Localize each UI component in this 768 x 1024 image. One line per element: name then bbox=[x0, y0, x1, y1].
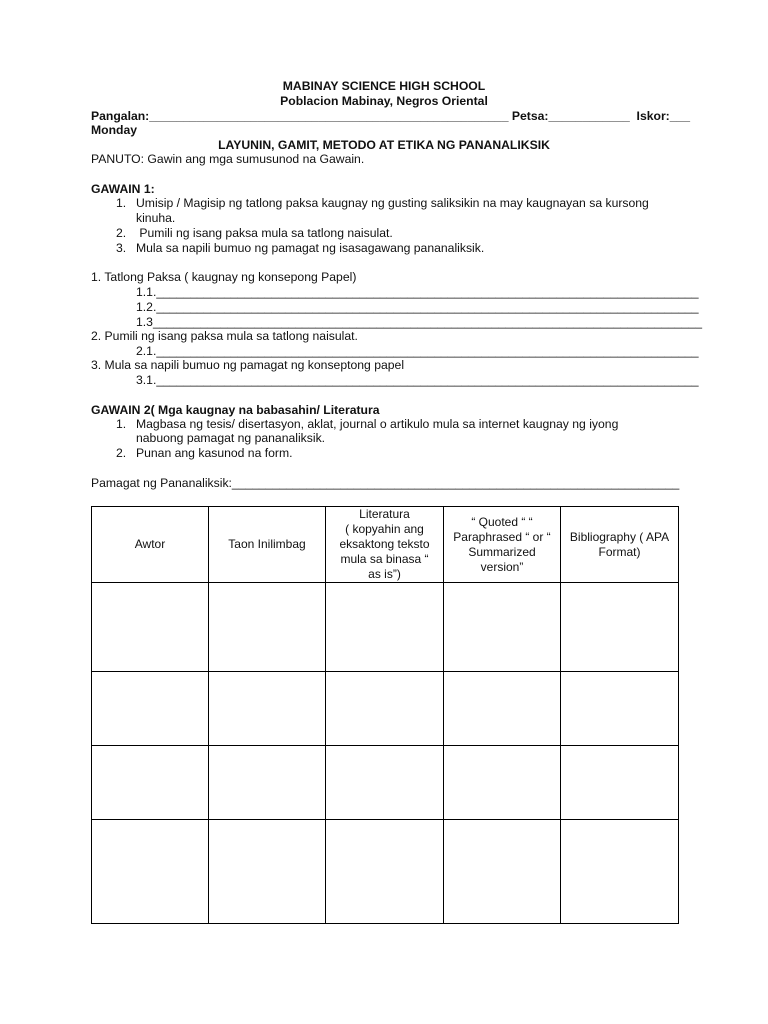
table-cell[interactable] bbox=[326, 746, 444, 820]
name-date-score-fields[interactable]: Pangalan:_____________________________________________________ Petsa:____________ Iskor:___ bbox=[91, 109, 691, 123]
table-row bbox=[92, 672, 679, 746]
gawain2-item-text: Magbasa ng tesis/ disertasyon, aklat, journal o artikulo mula sa internet kaugnay ng iyong bbox=[136, 417, 619, 431]
research-title-field[interactable]: Pamagat ng Pananaliksik:__________________________________________________________________ bbox=[91, 476, 680, 490]
table-cell[interactable] bbox=[444, 820, 561, 924]
header-taon-inilimbag: Taon Inilimbag bbox=[209, 507, 326, 583]
gawain1-item-text: Umisip / Magisip ng tatlong paksa kaugnay ng gusting saliksikin na may kaugnayan sa kursong bbox=[136, 196, 649, 210]
gawain1-item-num: 3. bbox=[116, 241, 127, 255]
table-cell[interactable] bbox=[92, 820, 209, 924]
day-label: Monday bbox=[91, 123, 138, 137]
question-1: 1. Tatlong Paksa ( kaugnay ng konsepong Papel) bbox=[91, 270, 357, 284]
gawain1-item-text: Pumili ng isang paksa mula sa tatlong naisulat. bbox=[136, 226, 393, 240]
table-cell[interactable] bbox=[326, 583, 444, 672]
table-cell[interactable] bbox=[561, 672, 679, 746]
table-cell[interactable] bbox=[209, 746, 326, 820]
gawain2-item-num: 1. bbox=[116, 417, 127, 431]
table-cell[interactable] bbox=[209, 672, 326, 746]
answer-line-1-1[interactable]: 1.1.________________________________________________________________________________ bbox=[136, 285, 699, 299]
table-cell[interactable] bbox=[209, 820, 326, 924]
school-name: MABINAY SCIENCE HIGH SCHOOL bbox=[282, 79, 486, 93]
header-awtor: Awtor bbox=[92, 507, 209, 583]
header-bibliography: Bibliography ( APA Format) bbox=[561, 507, 679, 583]
table-cell[interactable] bbox=[561, 583, 679, 672]
answer-line-2-1[interactable]: 2.1.________________________________________________________________________________ bbox=[136, 344, 699, 358]
table-cell[interactable] bbox=[444, 583, 561, 672]
header-quoted-paraphrased: “ Quoted “ “ Paraphrased “ or “ Summarized version” bbox=[444, 507, 561, 583]
worksheet-title: LAYUNIN, GAMIT, METODO AT ETIKA NG PANANALIKSIK bbox=[218, 138, 550, 152]
gawain1-heading: GAWAIN 1: bbox=[91, 182, 155, 196]
table-row bbox=[92, 820, 679, 924]
question-2: 2. Pumili ng isang paksa mula sa tatlong naisulat. bbox=[91, 329, 358, 343]
gawain2-heading: GAWAIN 2( Mga kaugnay na babasahin/ Literatura bbox=[91, 403, 380, 417]
table-cell[interactable] bbox=[444, 672, 561, 746]
gawain1-item-text-cont: kinuha. bbox=[136, 211, 176, 225]
table-cell[interactable] bbox=[326, 820, 444, 924]
table-cell[interactable] bbox=[444, 746, 561, 820]
gawain2-item-text: Punan ang kasunod na form. bbox=[136, 446, 293, 460]
table-cell[interactable] bbox=[209, 583, 326, 672]
gawain2-item-text-cont: nabuong pamagat ng pananaliksik. bbox=[136, 431, 326, 445]
table-row bbox=[92, 583, 679, 672]
literature-table bbox=[91, 506, 679, 924]
gawain1-item-num: 2. bbox=[116, 226, 127, 240]
table-header-row bbox=[92, 507, 679, 583]
gawain1-item-text: Mula sa napili bumuo ng pamagat ng isasagawang pananaliksik. bbox=[136, 241, 485, 255]
table-cell[interactable] bbox=[92, 746, 209, 820]
gawain2-item-num: 2. bbox=[116, 446, 127, 460]
table-cell[interactable] bbox=[561, 820, 679, 924]
table-row bbox=[92, 746, 679, 820]
school-address: Poblacion Mabinay, Negros Oriental bbox=[280, 94, 488, 108]
table-cell[interactable] bbox=[92, 672, 209, 746]
header-literatura: Literatura ( kopyahin ang eksaktong teksto mula sa binasa “ as is”) bbox=[326, 507, 444, 583]
answer-line-1-2[interactable]: 1.2.________________________________________________________________________________ bbox=[136, 300, 699, 314]
answer-line-1-3[interactable]: 1.3_________________________________________________________________________________ bbox=[136, 315, 702, 329]
table-cell[interactable] bbox=[92, 583, 209, 672]
question-3: 3. Mula sa napili bumuo ng pamagat ng konseptong papel bbox=[91, 358, 405, 372]
gawain1-item-num: 1. bbox=[116, 196, 127, 210]
answer-line-3-1[interactable]: 3.1.________________________________________________________________________________ bbox=[136, 373, 699, 387]
table-cell[interactable] bbox=[561, 746, 679, 820]
instructions: PANUTO: Gawin ang mga sumusunod na Gawain. bbox=[91, 152, 365, 166]
table-cell[interactable] bbox=[326, 672, 444, 746]
